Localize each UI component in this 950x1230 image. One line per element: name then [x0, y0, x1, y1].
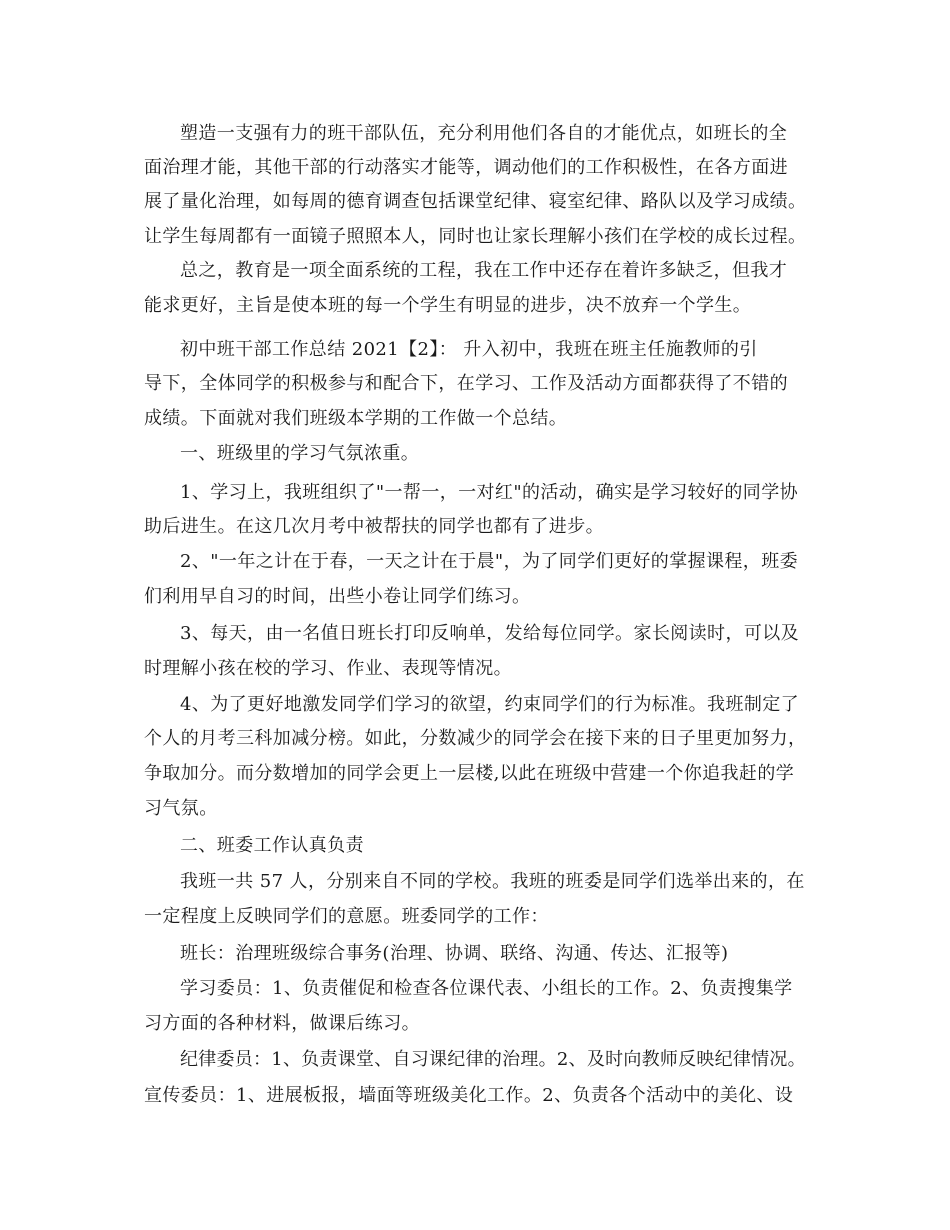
paragraph-line: 导下，全体同学的积极参与和配合下，在学习、工作及活动方面都获得了不错的 [144, 373, 788, 394]
heading-line: 一、班级里的学习气氛浓重。 [180, 443, 420, 464]
heading-line: 二、班委工作认真负责 [180, 835, 364, 856]
paragraph-line: 让学生每周都有一面镜子照照本人，同时也让家长理解小孩们在学校的成长过程。 [144, 226, 807, 247]
paragraph-line: 展了量化治理，如每周的德育调查包括课堂纪律、寝室纪律、路队以及学习成绩。 [144, 191, 807, 212]
paragraph-line: 面治理才能，其他干部的行动落实才能等，调动他们的工作积极性，在各方面进 [144, 157, 788, 178]
paragraph-line: 班长：治理班级综合事务(治理、协调、联络、沟通、传达、汇报等) [180, 943, 729, 964]
paragraph-line: 2、"一年之计在于春，一天之计在于晨"，为了同学们更好的掌握课程，班委 [180, 551, 799, 572]
paragraph-line: 们利用早自习的时间，出些小卷让同学们练习。 [144, 586, 531, 607]
paragraph-line: 争取加分。而分数增加的同学会更上一层楼,以此在班级中营建一个你追我赶的学 [144, 763, 795, 784]
paragraph-line: 塑造一支强有力的班干部队伍，充分利用他们各自的才能优点，如班长的全 [180, 123, 788, 144]
paragraph-line: 能求更好，主旨是使本班的每一个学生有明显的进步，决不放弃一个学生。 [144, 295, 752, 316]
paragraph-line: 成绩。下面就对我们班级本学期的工作做一个总结。 [144, 408, 568, 429]
paragraph-line: 纪律委员：1、负责课堂、自习课纪律的治理。2、及时向教师反映纪律情况。 [180, 1049, 806, 1070]
paragraph-line: 4、为了更好地激发同学们学习的欲望，约束同学们的行为标准。我班制定了 [180, 694, 800, 715]
paragraph-line: 宣传委员：1、进展板报，墙面等班级美化工作。2、负责各个活动中的美化、设 [144, 1085, 794, 1106]
paragraph-line: 习气氛。 [144, 798, 218, 819]
paragraph-line: 3、每天，由一名值日班长打印反响单，发给每位同学。家长阅读时，可以及 [180, 623, 800, 644]
section-title-line: 初中班干部工作总结 2021【2】： 升入初中，我班在班主任施教师的引 [180, 339, 758, 360]
paragraph-line: 时理解小孩在校的学习、作业、表现等情况。 [144, 658, 512, 679]
paragraph-line: 我班一共 57 人，分别来自不同的学校。我班的班委是同学们选举出来的，在 [180, 871, 805, 892]
paragraph-line: 一定程度上反映同学们的意愿。班委同学的工作： [144, 906, 549, 927]
paragraph-line: 学习委员：1、负责催促和检查各位课代表、小组长的工作。2、负责搜集学 [180, 978, 793, 999]
paragraph-line: 1、学习上，我班组织了"一帮一，一对红"的活动，确实是学习较好的同学协 [180, 482, 799, 503]
paragraph-line: 个人的月考三科加减分榜。如此，分数减少的同学会在接下来的日子里更加努力， [144, 728, 807, 749]
paragraph-line: 总之，教育是一项全面系统的工程，我在工作中还存在着许多缺乏，但我才 [180, 260, 788, 281]
paragraph-line: 习方面的各种材料，做课后练习。 [144, 1013, 420, 1034]
paragraph-line: 助后进生。在这几次月考中被帮扶的同学也都有了进步。 [144, 516, 604, 537]
